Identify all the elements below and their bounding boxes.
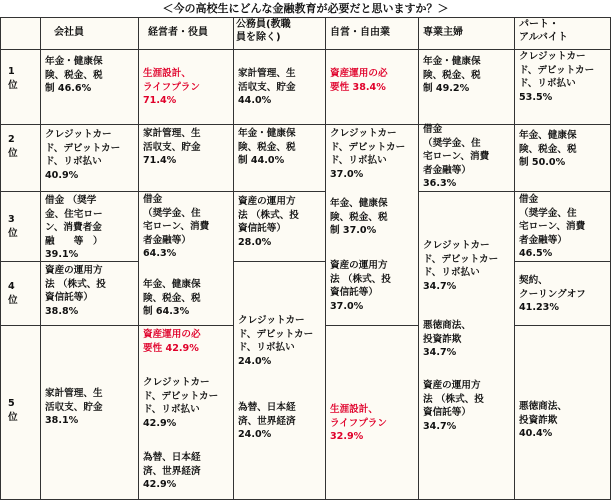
public-servant-rank-2: 年金・健康保 険、税金、税 制 44.0% [238, 128, 296, 166]
homemaker-rank-4: 悪徳商法、 投資詐欺 34.7% [423, 320, 471, 358]
self-employed-rank-2: クレジットカー ド、デビットカー ド、リボ払い 37.0% [330, 128, 406, 180]
header-public-servant: 公務員(教職 員を除く) [236, 19, 291, 43]
table-title: ＜今の高校生にどんな金融教育が必要だと思いますか？＞ [162, 2, 449, 15]
ranking-table [0, 17, 611, 500]
homemaker-rank-1: 年金・健康保 険、税金、税 制 49.2% [423, 56, 481, 94]
part-time-rank-5: 悪徳商法、 投資詐欺 40.4% [519, 401, 567, 439]
executive-rank-5b: クレジットカー ド、デビットカー ド、リボ払い 42.9% [143, 377, 219, 429]
header-company-employee: 会社員 [54, 27, 84, 38]
homemaker-rank-2: 借金 （奨学金、住 宅ローン、消費 者金融等） 36.3% [423, 124, 490, 189]
part-time-rank-1: クレジットカー ド、デビットカー ド、リボ払い 53.5% [519, 51, 595, 103]
rank-4: 4 位 [8, 281, 18, 306]
rank-2: 2 位 [8, 134, 18, 159]
homemaker-rank-3: クレジットカー ド、デビットカー ド、リボ払い 34.7% [423, 240, 499, 292]
header-part-time: パート・ アルバイト [519, 19, 568, 43]
executive-rank-5a: 資産運用の必 要性 42.9% [143, 329, 201, 354]
homemaker-rank-5: 資産の運用方 法 （株式、投 資信託等） 34.7% [423, 380, 484, 432]
executive-rank-1: 生涯設計、 ライフプラン 71.4% [143, 68, 200, 106]
company-employee-rank-1: 年金・健康保 険、税金、税 制 46.6% [45, 56, 103, 94]
public-servant-rank-3: 資産の運用方 法 （株式、投 資信託等） 28.0% [238, 196, 299, 248]
part-time-rank-2: 年金、健康保 険、税金、税 制 50.0% [519, 130, 577, 168]
executive-rank-5c: 為替、日本経 済、世界経済 42.9% [143, 452, 201, 490]
part-time-rank-4: 契約、 クーリングオフ 41.23% [519, 275, 586, 313]
executive-rank-2: 家計管理、生 活収支、貯金 71.4% [143, 128, 201, 166]
company-employee-rank-4: 資産の運用方 法 （株式、投 資信託等） 38.8% [45, 265, 106, 317]
public-servant-rank-1: 家計管理、生 活収支、貯金 44.0% [238, 68, 296, 106]
company-employee-rank-5: 家計管理、生 活収支、貯金 38.1% [45, 388, 103, 426]
executive-rank-3: 借金 （奨学金、住 宅ローン、消費 者金融等） 64.3% [143, 194, 210, 259]
rank-1: 1 位 [8, 66, 18, 91]
self-employed-rank-5: 生涯設計、 ライフプラン 32.9% [330, 404, 387, 442]
self-employed-rank-3: 年金、健康保 険、税金、税 制 37.0% [330, 198, 388, 236]
company-employee-rank-2: クレジットカー ド、デビットカー ド、リボ払い 40.9% [45, 129, 121, 181]
company-employee-rank-3: 借金 （奨学 金、住宅ロー ン、消費者金 融 等 ） 39.1% [45, 195, 103, 260]
public-servant-rank-5: 為替、日本経 済、世界経済 24.0% [238, 402, 296, 440]
rank-5: 5 位 [8, 398, 18, 423]
header-executive: 経営者・役員 [148, 27, 208, 38]
header-self-employed: 自営・自由業 [330, 27, 390, 38]
rank-3: 3 位 [8, 214, 18, 239]
header-homemaker: 専業主婦 [423, 27, 463, 38]
part-time-rank-3: 借金 （奨学金、住 宅ローン、消費 者金融等） 46.5% [519, 194, 586, 259]
self-employed-rank-1: 資産運用の必 要性 38.4% [330, 68, 388, 93]
self-employed-rank-4: 資産の運用方 法 （株式、投 資信託等） 37.0% [330, 260, 391, 312]
public-servant-rank-4: クレジットカー ド、デビットカー ド、リボ払い 24.0% [238, 315, 314, 367]
executive-rank-4: 年金、健康保 険、税金、税 制 64.3% [143, 279, 201, 317]
